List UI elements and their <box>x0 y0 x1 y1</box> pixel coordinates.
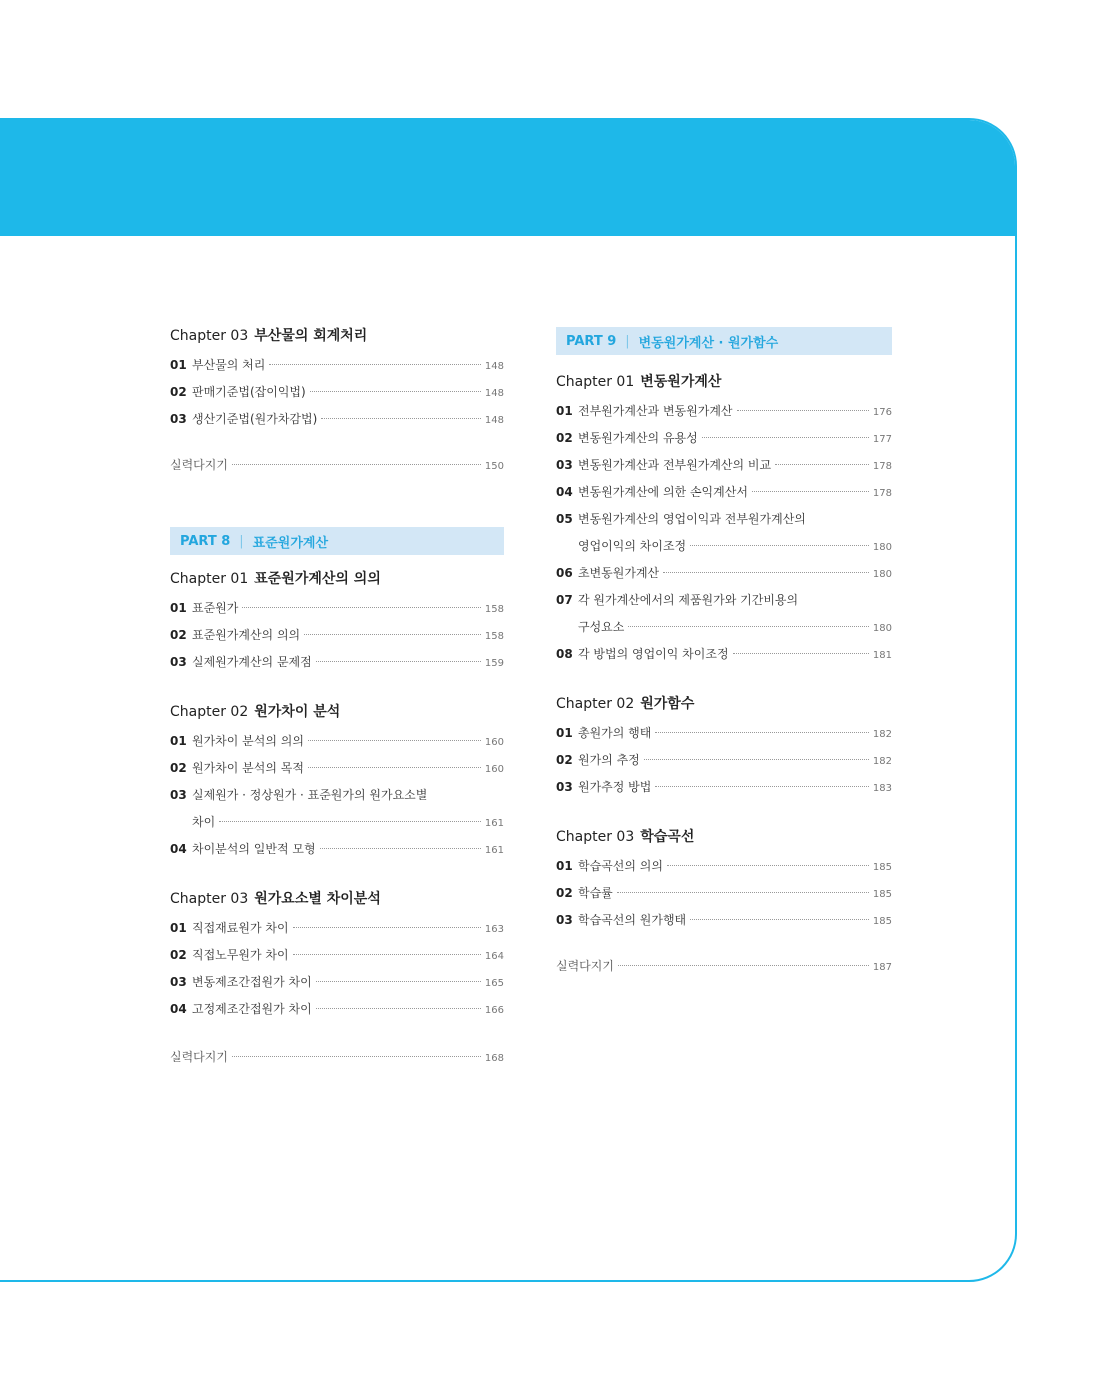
leader-dots <box>655 786 869 787</box>
entry-title-continued: 구성요소 <box>578 620 625 634</box>
toc-entry[interactable] <box>170 969 504 996</box>
chapter-heading <box>170 569 504 589</box>
leader-dots <box>775 464 869 465</box>
header-band <box>0 120 1015 236</box>
entry-page: 185 <box>872 889 892 900</box>
toc-entry[interactable] <box>170 996 504 1023</box>
toc-entry[interactable] <box>170 595 504 622</box>
entry-page: 177 <box>872 434 892 445</box>
toc-entry[interactable] <box>170 649 504 676</box>
toc-entry[interactable] <box>556 398 892 425</box>
entry-number: 07 <box>556 593 573 607</box>
entry-number: 06 <box>556 566 573 580</box>
chapter-title: 변동원가계산 <box>640 374 722 390</box>
entry-page: 164 <box>484 951 504 962</box>
toc-entry[interactable] <box>556 452 892 479</box>
chapter-heading <box>556 694 892 714</box>
entry-page: 148 <box>484 361 504 372</box>
entry-title: 판매기준법(잡이익법) <box>192 385 306 399</box>
toc-entry[interactable] <box>556 560 892 587</box>
entry-title: 변동원가계산의 유용성 <box>578 431 698 445</box>
leader-dots <box>702 437 869 438</box>
chapter-title: 원가함수 <box>640 696 695 712</box>
toc-entry[interactable] <box>170 728 504 755</box>
entry-title: 부산물의 처리 <box>192 358 266 372</box>
toc-entry[interactable] <box>170 915 504 942</box>
entry-page: 183 <box>872 783 892 794</box>
part-heading <box>556 327 892 355</box>
entry-title: 원가차이 분석의 목적 <box>192 761 304 775</box>
chapter-title: 표준원가계산의 의의 <box>254 571 381 587</box>
toc-entry[interactable] <box>556 641 892 668</box>
entry-title: 실제원가계산의 문제점 <box>192 655 312 669</box>
toc-entry[interactable] <box>170 622 504 649</box>
entry-page: 148 <box>484 388 504 399</box>
leader-dots <box>321 418 481 419</box>
entry-title: 학습률 <box>578 886 613 900</box>
entry-page: 165 <box>484 978 504 989</box>
entry-title: 변동원가계산에 의한 손익계산서 <box>578 485 748 499</box>
entry-title: 변동원가계산과 전부원가계산의 비교 <box>578 458 772 472</box>
toc-right-column <box>556 327 892 978</box>
leader-dots <box>690 919 869 920</box>
leader-dots <box>242 607 481 608</box>
leader-dots <box>308 740 481 741</box>
entry-title: 각 원가계산에서의 제품원가와 기간비용의 <box>578 593 799 607</box>
entry-number: 05 <box>556 512 573 526</box>
entry-number: 02 <box>170 948 187 962</box>
chapter-heading <box>170 889 504 909</box>
part-separator: | <box>625 333 630 349</box>
entry-number: 01 <box>170 358 187 372</box>
leader-dots <box>663 572 869 573</box>
part-separator: | <box>239 533 244 549</box>
chapter-heading <box>556 372 892 392</box>
leader-dots <box>310 391 481 392</box>
leader-dots <box>644 759 869 760</box>
entry-number: 01 <box>170 601 187 615</box>
leader-dots <box>316 661 481 662</box>
entry-number: 02 <box>556 886 573 900</box>
practice-page: 187 <box>872 962 892 973</box>
entry-title: 차이분석의 일반적 모형 <box>192 842 316 856</box>
leader-dots <box>232 464 481 465</box>
entry-title: 실제원가 · 정상원가 · 표준원가의 원가요소별 <box>192 788 428 802</box>
entry-page: 160 <box>484 737 504 748</box>
practice-title: 실력다지기 <box>556 959 614 973</box>
entry-number: 03 <box>170 655 187 669</box>
leader-dots <box>293 927 481 928</box>
leader-dots <box>219 821 481 822</box>
entry-title: 변동원가계산의 영업이익과 전부원가계산의 <box>578 512 806 526</box>
toc-entry[interactable] <box>170 352 504 379</box>
chapter-label: Chapter 03 <box>170 328 249 344</box>
toc-entry[interactable] <box>170 755 504 782</box>
entry-page: 161 <box>484 845 504 856</box>
entry-number: 03 <box>556 913 573 927</box>
entry-number: 02 <box>170 385 187 399</box>
chapter-heading <box>170 326 504 346</box>
entry-title: 학습곡선의 원가행태 <box>578 913 687 927</box>
leader-dots <box>269 364 481 365</box>
entry-title-continued: 영업이익의 차이조정 <box>578 539 687 553</box>
leader-dots <box>232 1056 481 1057</box>
toc-left-column <box>170 326 504 1069</box>
entry-title: 원가의 추정 <box>578 753 640 767</box>
entry-number: 03 <box>556 780 573 794</box>
leader-dots <box>752 491 869 492</box>
chapter-label: Chapter 01 <box>170 571 249 587</box>
toc-entry[interactable] <box>556 479 892 506</box>
chapter-label: Chapter 01 <box>556 374 635 390</box>
toc-entry[interactable] <box>556 720 892 747</box>
entry-page: 160 <box>484 764 504 775</box>
chapter-title: 원가요소별 차이분석 <box>254 891 381 907</box>
part-title: 표준원가계산 <box>252 535 329 551</box>
toc-entry[interactable] <box>556 774 892 801</box>
leader-dots <box>628 626 869 627</box>
toc-entry[interactable] <box>556 853 892 880</box>
leader-dots <box>733 653 869 654</box>
practice-title: 실력다지기 <box>170 1050 228 1064</box>
entry-title: 전부원가계산과 변동원가계산 <box>578 404 733 418</box>
leader-dots <box>316 1008 481 1009</box>
leader-dots <box>304 634 481 635</box>
toc-entry[interactable] <box>556 587 892 614</box>
chapter-label: Chapter 02 <box>556 696 635 712</box>
entry-page: 182 <box>872 756 892 767</box>
entry-title: 직접재료원가 차이 <box>192 921 289 935</box>
entry-page: 178 <box>872 461 892 472</box>
toc-entry[interactable] <box>556 425 892 452</box>
entry-page: 180 <box>872 569 892 580</box>
entry-number: 03 <box>170 788 187 802</box>
entry-title-continued: 차이 <box>192 815 216 829</box>
entry-number: 02 <box>170 761 187 775</box>
entry-page: 161 <box>484 818 504 829</box>
chapter-heading <box>556 827 892 847</box>
toc-entry-continuation[interactable] <box>170 809 504 836</box>
entry-title: 생산기준법(원가차감법) <box>192 412 318 426</box>
leader-dots <box>690 545 869 546</box>
leader-dots <box>617 892 869 893</box>
entry-title: 직접노무원가 차이 <box>192 948 289 962</box>
entry-number: 02 <box>170 628 187 642</box>
toc-entry[interactable] <box>170 406 504 433</box>
toc-entry[interactable] <box>170 379 504 406</box>
entry-page: 180 <box>872 542 892 553</box>
entry-number: 02 <box>556 753 573 767</box>
entry-number: 08 <box>556 647 573 661</box>
toc-entry[interactable] <box>170 942 504 969</box>
practice-page: 168 <box>484 1053 504 1064</box>
entry-page: 159 <box>484 658 504 669</box>
leader-dots <box>618 965 869 966</box>
leader-dots <box>320 848 481 849</box>
part-heading <box>170 527 504 555</box>
toc-entry[interactable] <box>556 880 892 907</box>
entry-number: 01 <box>556 404 573 418</box>
part-label: PART 9 <box>566 333 617 349</box>
entry-title: 표준원가계산의 의의 <box>192 628 301 642</box>
toc-entry[interactable] <box>556 747 892 774</box>
entry-number: 03 <box>556 458 573 472</box>
entry-number: 04 <box>170 842 187 856</box>
entry-title: 고정제조간접원가 차이 <box>192 1002 312 1016</box>
entry-title: 각 방법의 영업이익 차이조정 <box>578 647 729 661</box>
entry-page: 185 <box>872 862 892 873</box>
entry-page: 185 <box>872 916 892 927</box>
toc-entry[interactable] <box>556 506 892 533</box>
chapter-title: 원가차이 분석 <box>254 704 341 720</box>
chapter-title: 학습곡선 <box>640 829 695 845</box>
entry-title: 학습곡선의 의의 <box>578 859 663 873</box>
practice-entry[interactable] <box>556 956 892 978</box>
entry-page: 180 <box>872 623 892 634</box>
toc-entry-continuation[interactable] <box>556 533 892 560</box>
leader-dots <box>293 954 481 955</box>
toc-entry-continuation[interactable] <box>556 614 892 641</box>
entry-page: 148 <box>484 415 504 426</box>
entry-number: 03 <box>170 412 187 426</box>
leader-dots <box>308 767 481 768</box>
entry-number: 01 <box>556 859 573 873</box>
entry-number: 02 <box>556 431 573 445</box>
chapter-heading <box>170 702 504 722</box>
leader-dots <box>667 865 869 866</box>
entry-page: 181 <box>872 650 892 661</box>
part-label: PART 8 <box>180 533 231 549</box>
entry-title: 원가차이 분석의 의의 <box>192 734 304 748</box>
entry-title: 총원가의 행태 <box>578 726 652 740</box>
entry-number: 01 <box>556 726 573 740</box>
entry-title: 변동제조간접원가 차이 <box>192 975 312 989</box>
entry-page: 182 <box>872 729 892 740</box>
entry-number: 01 <box>170 734 187 748</box>
entry-page: 158 <box>484 604 504 615</box>
entry-number: 01 <box>170 921 187 935</box>
leader-dots <box>737 410 869 411</box>
entry-page: 166 <box>484 1005 504 1016</box>
toc-entry[interactable] <box>556 907 892 934</box>
chapter-title: 부산물의 회계처리 <box>254 328 368 344</box>
entry-title: 초변동원가계산 <box>578 566 660 580</box>
part-title: 변동원가계산 · 원가함수 <box>638 335 779 351</box>
chapter-label: Chapter 02 <box>170 704 249 720</box>
entry-number: 03 <box>170 975 187 989</box>
leader-dots <box>316 981 481 982</box>
entry-title: 표준원가 <box>192 601 239 615</box>
practice-entry[interactable] <box>170 1047 504 1069</box>
entry-page: 176 <box>872 407 892 418</box>
toc-entry[interactable] <box>170 782 504 809</box>
practice-title: 실력다지기 <box>170 458 228 472</box>
entry-number: 04 <box>556 485 573 499</box>
toc-entry[interactable] <box>170 836 504 863</box>
chapter-label: Chapter 03 <box>556 829 635 845</box>
entry-page: 158 <box>484 631 504 642</box>
entry-number: 04 <box>170 1002 187 1016</box>
entry-page: 163 <box>484 924 504 935</box>
practice-page: 150 <box>484 461 504 472</box>
entry-page: 178 <box>872 488 892 499</box>
entry-title: 원가추정 방법 <box>578 780 652 794</box>
leader-dots <box>655 732 869 733</box>
practice-entry[interactable] <box>170 455 504 477</box>
chapter-label: Chapter 03 <box>170 891 249 907</box>
